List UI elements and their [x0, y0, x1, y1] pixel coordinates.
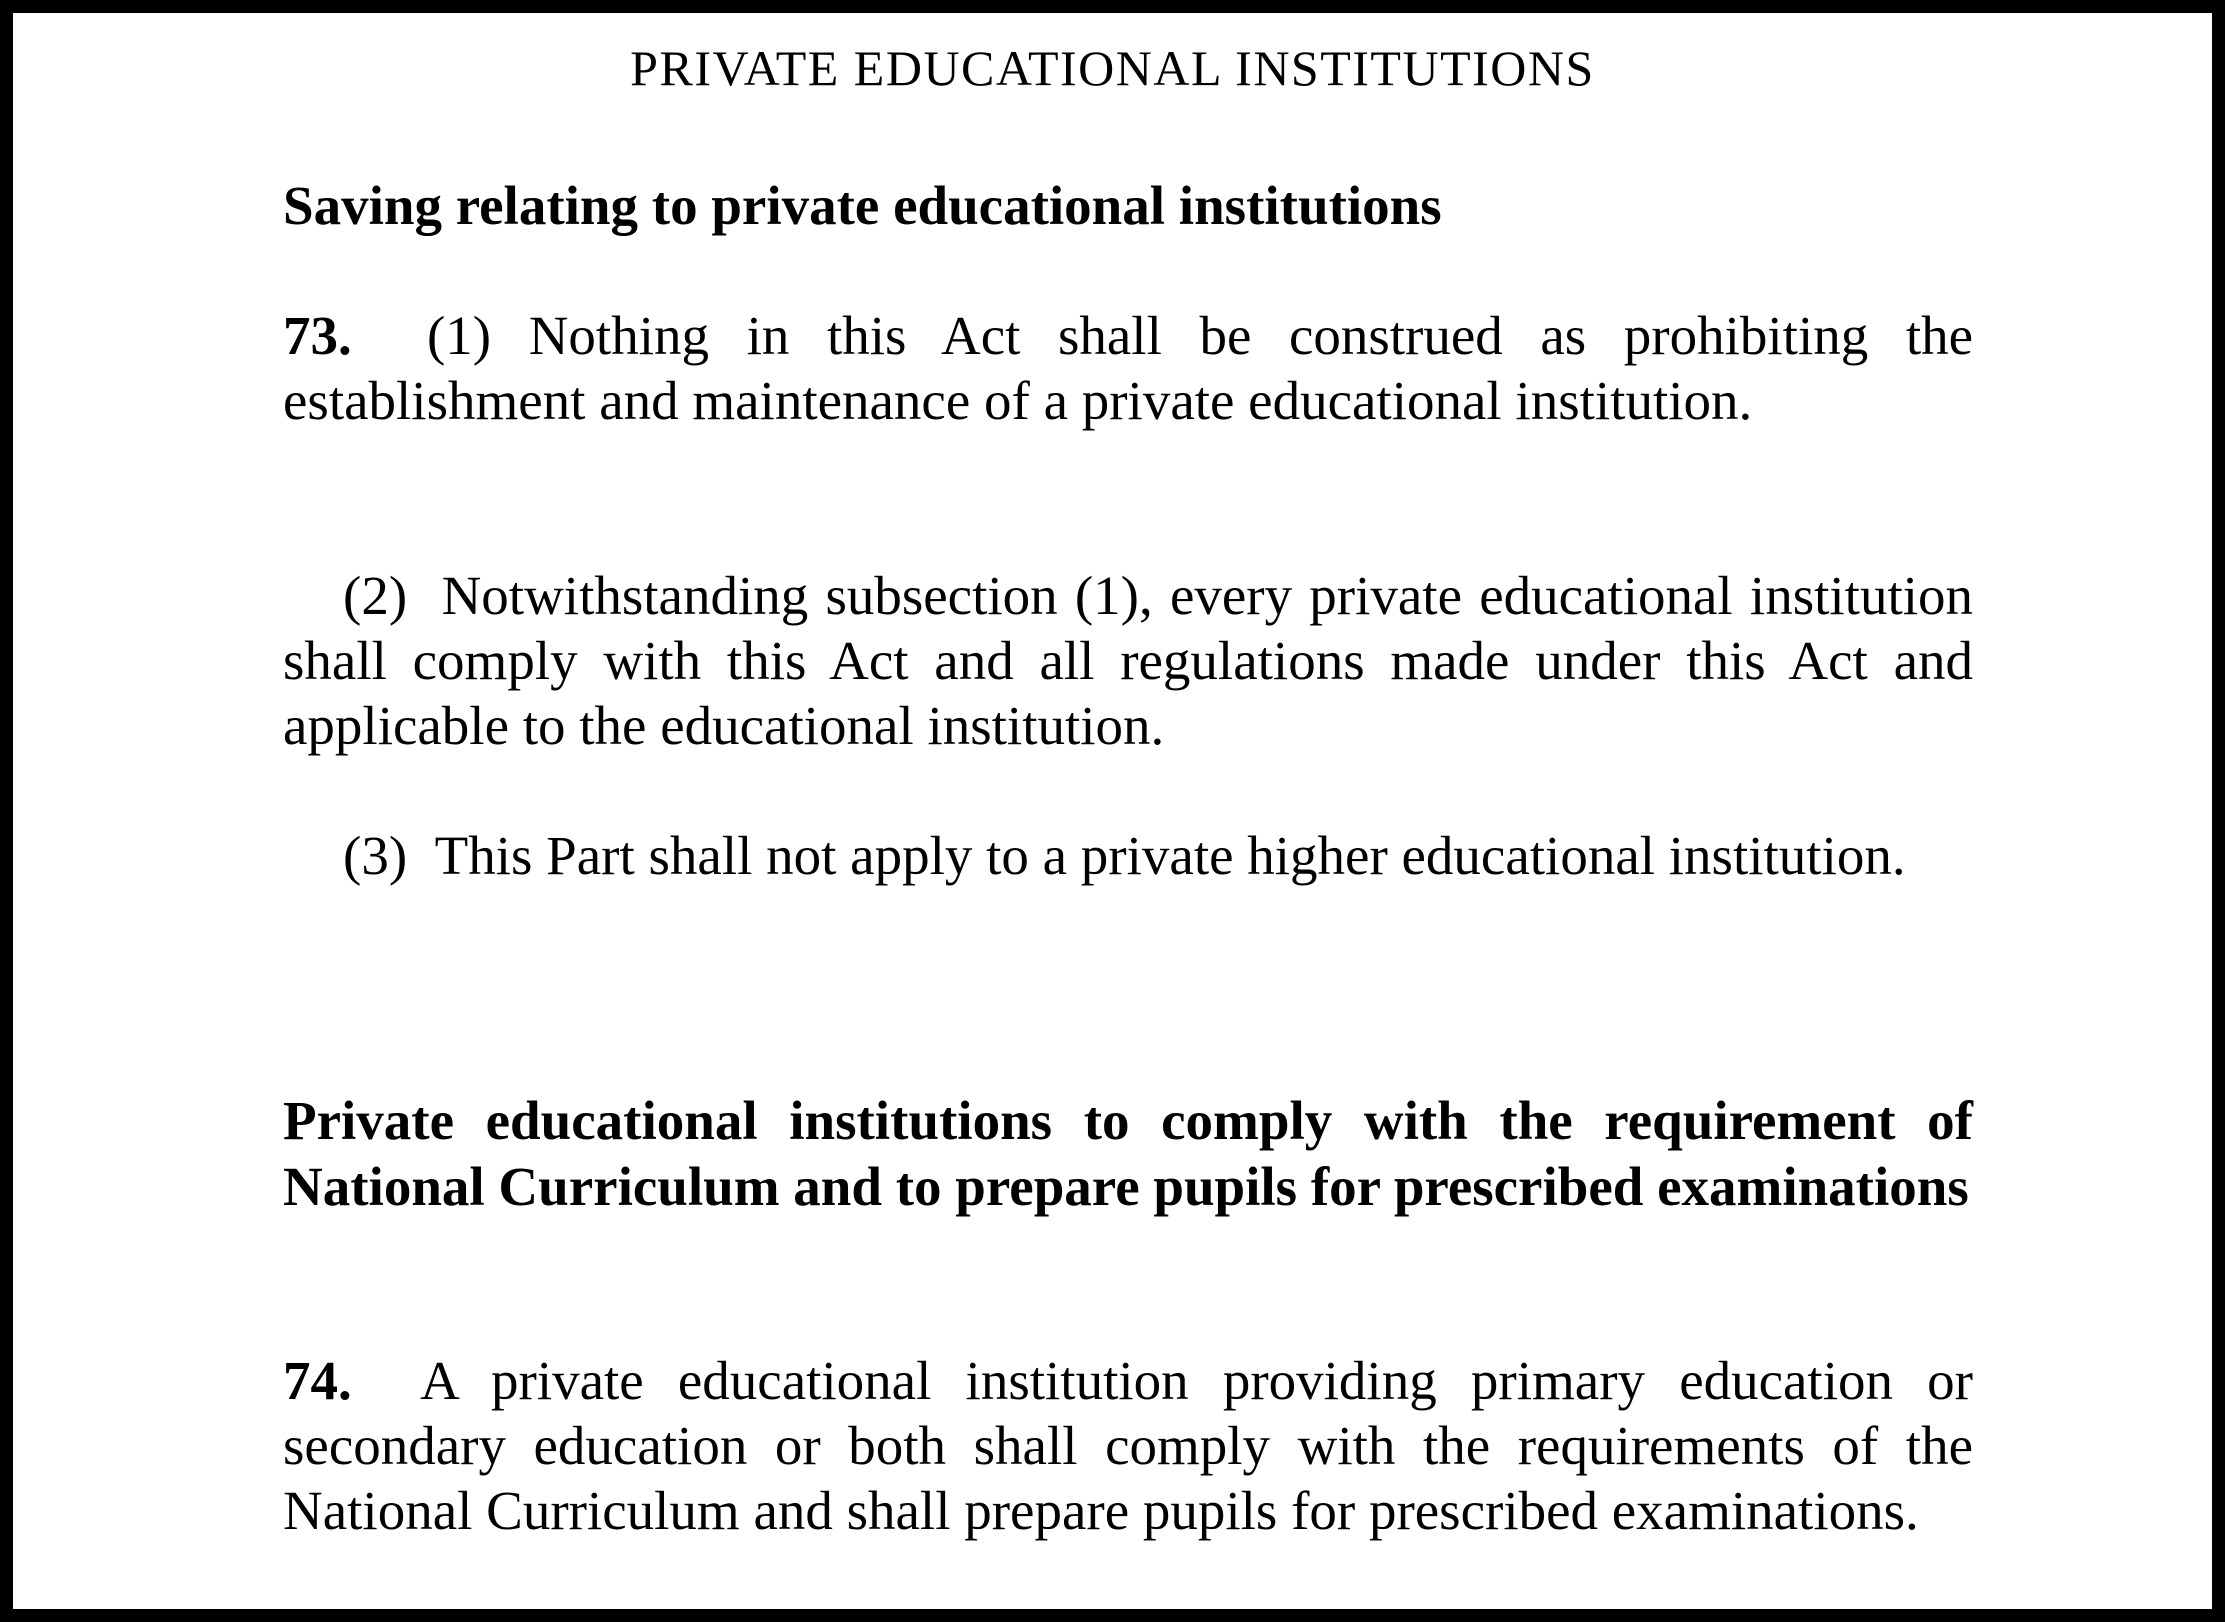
- section-74-text: A private educational institution providing primary education or secondary education or both shall comply with the requirements of the National Curriculum and shall prepare pupils for prescribed examinations.: [283, 1350, 1973, 1541]
- section-74-heading: Private educational institutions to comply with the requirement of National Curriculum and to prepare pupils for prescribed examinations: [283, 1090, 1973, 1217]
- section-73-number: 73.: [283, 305, 352, 366]
- subsection-1-label: (1): [426, 305, 492, 366]
- section-74-body: [283, 1348, 1973, 1543]
- running-head: PRIVATE EDUCATIONAL INSTITUTIONS: [630, 40, 1595, 96]
- section-74-number: 74.: [283, 1350, 352, 1411]
- subsection-1-text: Nothing in this Act shall be construed as prohibiting the establishment and maintenance of a private educational institution.: [283, 305, 1974, 431]
- subsection-3-text: This Part shall not apply to a private higher educational institution.: [434, 825, 1906, 886]
- section-73-subsection-1: [283, 303, 1973, 433]
- subsection-2-text: Notwithstanding subsection (1), every private educational institution shall comply with this Act and all regulations made under this Act and applicable to the educational institution.: [283, 565, 1974, 756]
- subsection-3-label: (3): [343, 825, 408, 886]
- document-page: [13, 13, 2212, 1609]
- section-73-heading: Saving relating to private educational institutions: [283, 175, 1442, 236]
- subsection-2-label: (2): [343, 565, 408, 626]
- section-73-subsection-3: [283, 823, 1973, 888]
- section-73-subsection-2: [283, 563, 1973, 758]
